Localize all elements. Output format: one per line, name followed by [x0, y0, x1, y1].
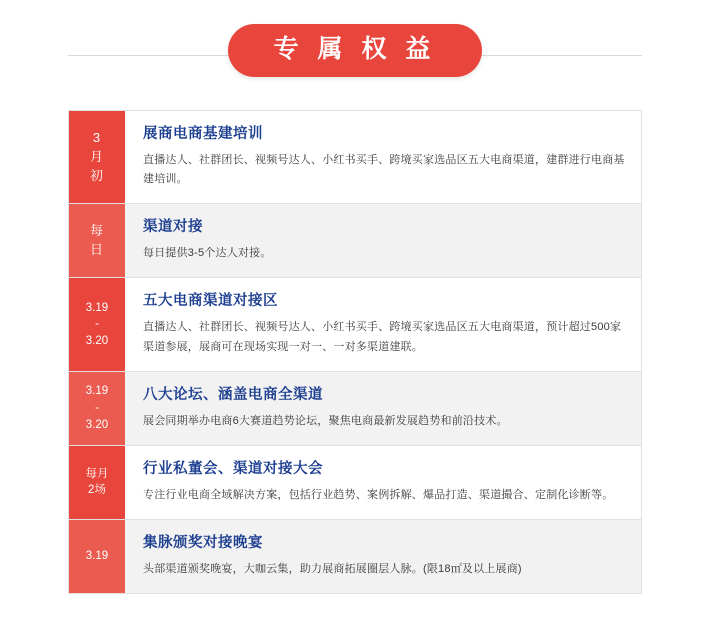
table-row	[69, 204, 641, 278]
row-content	[125, 446, 641, 519]
row-description: 头部渠道颁奖晚宴，大咖云集，助力展商拓展圈层人脉。(限18㎡及以上展商)	[143, 562, 522, 575]
date-line: 3.20	[85, 418, 109, 431]
table-row	[69, 278, 641, 371]
row-title: 渠道对接	[143, 219, 203, 236]
row-content	[125, 372, 641, 445]
row-content	[125, 520, 641, 593]
date-line: -	[95, 318, 99, 331]
date-line: 3.19	[85, 301, 109, 314]
row-content	[125, 204, 641, 277]
row-content	[125, 111, 641, 203]
date-line: 2场	[88, 484, 106, 497]
table-row	[69, 111, 641, 204]
table-row	[69, 372, 641, 446]
page-title: 专 属 权 益	[228, 24, 483, 77]
row-title: 五大电商渠道对接区	[143, 293, 278, 310]
row-date	[69, 520, 125, 593]
table-row	[69, 446, 641, 520]
row-date	[69, 446, 125, 519]
benefits-table	[68, 110, 642, 594]
row-title: 集脉颁奖对接晚宴	[143, 534, 263, 551]
row-date	[69, 278, 125, 370]
date-line: 每	[89, 223, 104, 239]
row-description: 每日提供3-5个达人对接。	[143, 247, 272, 260]
date-line: 3.19	[85, 550, 109, 563]
row-date	[69, 372, 125, 445]
date-line: 3.19	[85, 385, 109, 398]
row-description: 直播达人、社群团长、视频号达人、小红书买手、跨境买家选品区五大电商渠道，预计超过500家渠道参展，展商可在现场实现一对一、一对多渠道建联。	[143, 321, 622, 353]
row-title: 展商电商基建培训	[143, 126, 263, 142]
table-row	[69, 520, 641, 594]
row-date	[69, 111, 125, 203]
date-line: 月	[89, 148, 104, 164]
date-line: -	[95, 401, 99, 414]
date-line: 3.20	[85, 334, 109, 347]
date-line: 日	[89, 241, 104, 257]
row-description: 展会同期举办电商6大赛道趋势论坛，聚焦电商最新发展趋势和前沿技术。	[143, 414, 508, 427]
row-date	[69, 204, 125, 277]
row-content	[125, 278, 641, 370]
page-header	[0, 0, 710, 100]
row-title: 行业私董会、渠道对接大会	[143, 460, 323, 477]
row-description: 直播达人、社群团长、视频号达人、小红书买手、跨境买家选品区五大电商渠道，建群进行电商基建培训。	[143, 153, 625, 186]
row-title: 八大论坛、涵盖电商全渠道	[143, 386, 323, 403]
date-line: 3	[92, 129, 102, 145]
row-description: 专注行业电商全域解决方案，包括行业趋势、案例拆解、爆品打造、渠道撮合、定制化诊断等。	[143, 488, 614, 501]
date-line: 初	[89, 167, 104, 183]
date-line: 每月	[85, 467, 109, 480]
